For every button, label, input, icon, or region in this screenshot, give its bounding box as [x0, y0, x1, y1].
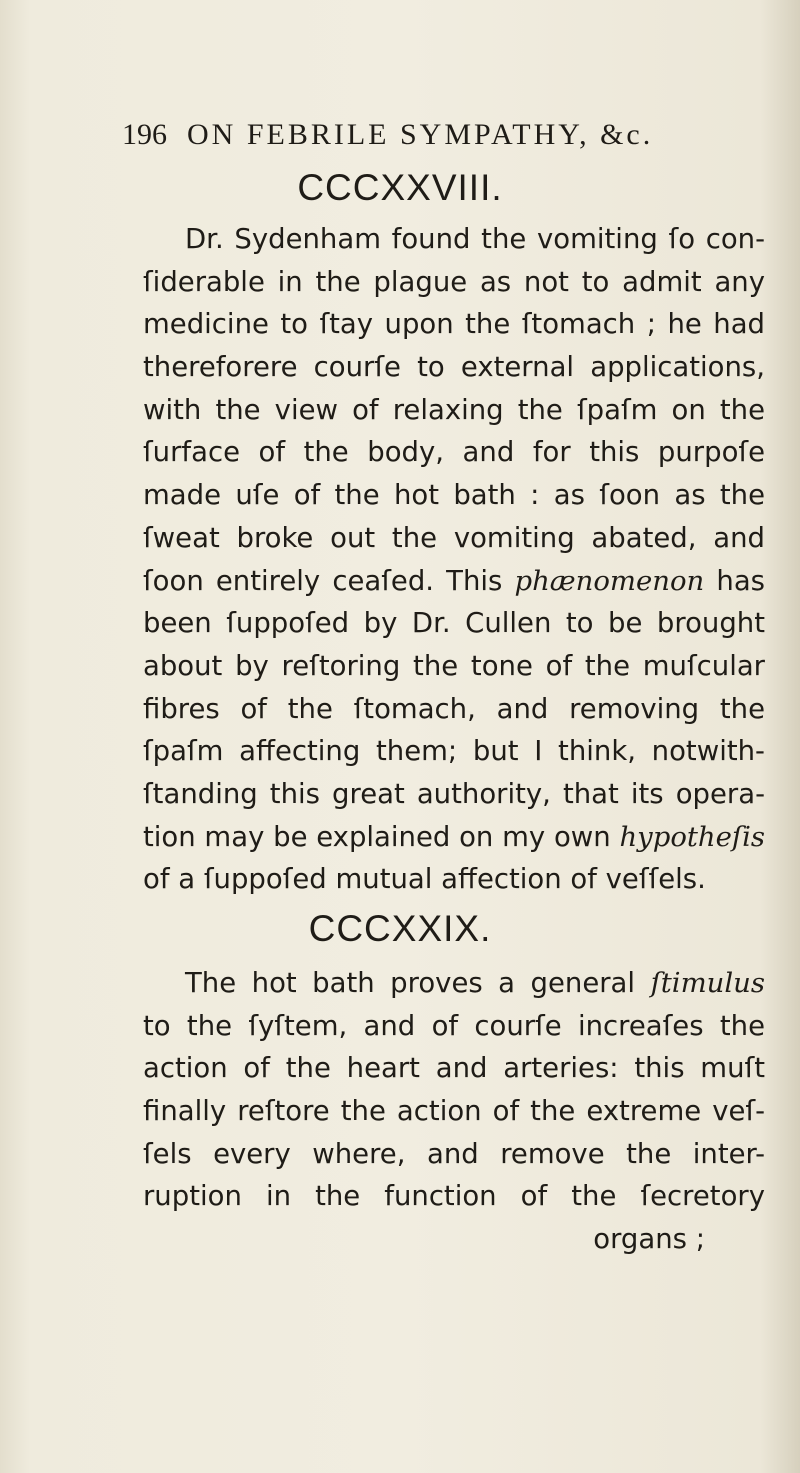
text-line: [143, 962, 765, 1005]
text-line: of a ſuppoſed mutual affection of veſſels.: [143, 863, 706, 896]
italic-term-phaenomenon: phænomenon: [514, 564, 705, 597]
text-line: ſiderable in the plague as not to admit any: [143, 265, 765, 298]
text-line: action of the heart and arteries: this muſt: [143, 1052, 765, 1085]
text-line: medicine to ſtay upon the ſtomach ; he had: [143, 308, 765, 341]
running-header: [122, 118, 762, 152]
text-line: ruption in the function of the ſecretory: [143, 1180, 765, 1213]
text-line: fibres of the ſtomach, and removing the: [143, 692, 765, 725]
text-line: [143, 560, 765, 603]
line-text: tion may be explained on my own: [143, 820, 611, 853]
text-line: ſweat broke out the vomiting abated, and: [143, 521, 765, 554]
text-line: been ſuppoſed by Dr. Cullen to be brought: [143, 607, 765, 640]
line-text: The hot bath proves a general: [185, 967, 636, 999]
text-line: ſurface of the body, and for this purpoſe: [143, 436, 765, 469]
catchword: organs ;: [593, 1223, 705, 1256]
text-line: to the ſyſtem, and of courſe increaſes the: [143, 1009, 765, 1042]
text-line: finally reſtore the action of the extreme veſ-: [143, 1095, 765, 1128]
section-heading-cccxxviii: CCCXXVIII.: [297, 167, 503, 208]
text-line: with the view of relaxing the ſpaſm on the: [143, 393, 765, 426]
line-text: has: [716, 564, 765, 597]
page-number: 196: [122, 118, 167, 151]
text-line: thereforere courſe to external applications,: [143, 351, 765, 384]
paragraph-cccxxix: [143, 962, 765, 1261]
text-line: ſels every where, and remove the inter-: [143, 1137, 765, 1170]
running-title: ON FEBRILE SYMPATHY, &c.: [187, 118, 654, 151]
text-line: [143, 816, 765, 859]
paragraph-cccxxviii: [143, 218, 765, 901]
text-line: Dr. Sydenham found the vomiting ſo con-: [185, 223, 765, 255]
italic-term-hypothesis: hypotheſis: [619, 820, 765, 853]
italic-term-stimulus: ſtimulus: [650, 967, 765, 999]
section-heading-cccxxix: CCCXXIX.: [308, 908, 492, 949]
text-line: made uſe of the hot bath : as ſoon as the: [143, 479, 765, 512]
line-text: ſoon entirely ceaſed. This: [143, 564, 503, 597]
text-line: ſtanding this great authority, that its opera-: [143, 777, 765, 810]
text-line: about by reſtoring the tone of the muſcular: [143, 649, 765, 682]
text-line: ſpaſm affecting them; but I think, notwith-: [143, 735, 765, 768]
